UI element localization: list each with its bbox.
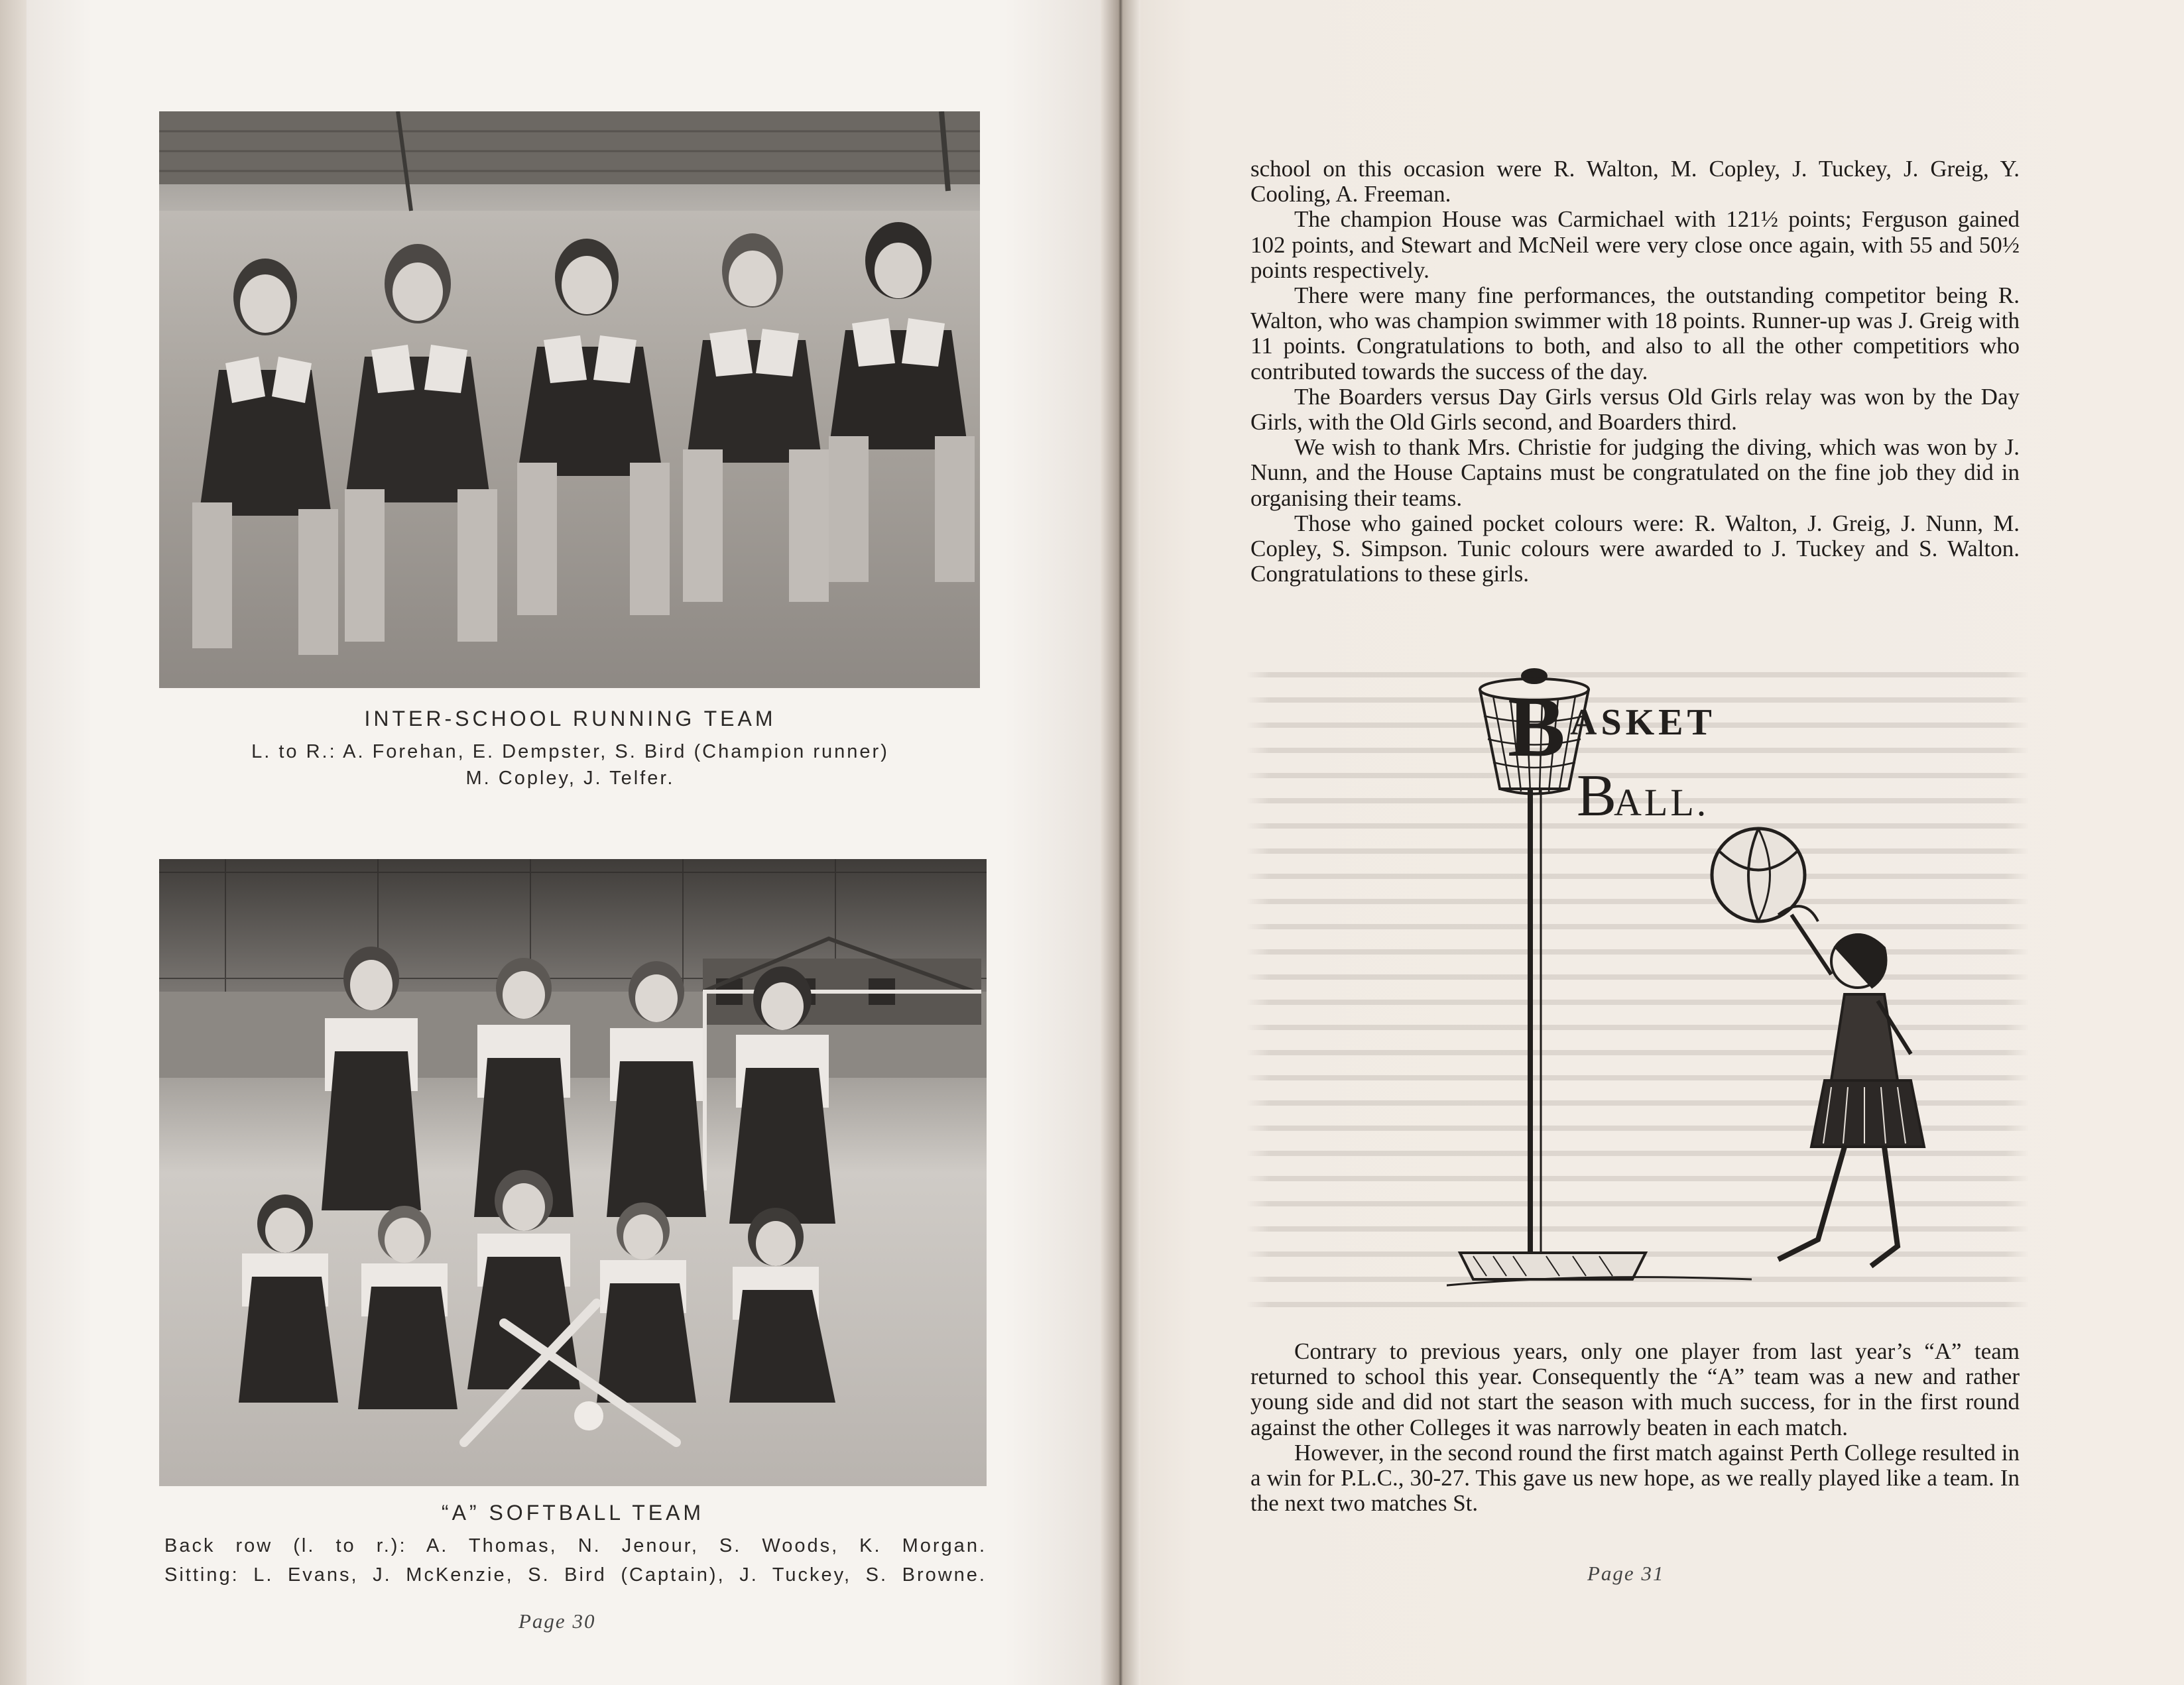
softball-team-caption-line2: Sitting: L. Evans, J. McKenzie, S. Bird (Captain), J. Tuckey, S. Browne. [164, 1564, 987, 1586]
paragraph: school on this occasion were R. Walton, M. Copley, J. Tuckey, J. Greig, Y. Cooling, A. Freeman. [1250, 156, 2020, 207]
illustration-initial-b1: B [1508, 679, 1565, 775]
left-page-edge [0, 0, 27, 1685]
book-gutter [1101, 0, 1140, 1685]
right-page-number: Page 31 [1587, 1562, 1665, 1585]
running-team-caption-title: INTER-SCHOOL RUNNING TEAM [364, 707, 776, 730]
softball-team-photo [159, 859, 987, 1486]
paragraph: We wish to thank Mrs. Christie for judging the diving, which was won by J. Nunn, and the House Captains must be congratulated on the fine job they did in organising their teams. [1250, 434, 2020, 511]
softball-team-caption-title: “A” SOFTBALL TEAM [441, 1501, 705, 1525]
paragraph: The Boarders versus Day Girls versus Old Girls relay was won by the Day Girls, with the Old Girls second, and Boarders third. [1250, 383, 2020, 436]
basketball-illustration [1447, 656, 1977, 1293]
left-page-number: Page 30 [518, 1609, 596, 1633]
illustration-title-word1: ASKET [1570, 702, 1716, 743]
running-team-photo [159, 111, 980, 688]
paragraph: The champion House was Carmichael with 121½ points; Ferguson gained 102 points, and Stewart and McNeil were very close once again, with 55 and 50½ points respectively. [1250, 206, 2020, 283]
running-team-caption-line2: M. Copley, J. Telfer. [465, 768, 675, 789]
paragraph: There were many fine performances, the outstanding competitor being R. Walton, who was champion swimmer with 18 points. Runner-up was J. Greig with 11 points. Congratulations to both, and also to all the other competitiors who contributed towards the success of the day. [1250, 282, 2020, 384]
paragraph: However, in the second round the first match against Perth College resulted in a win for P.L.C., 30-27. This gave us new hope, as we really played like a team. In the next two matches St. [1250, 1439, 2020, 1517]
running-team-caption-line1: L. to R.: A. Forehan, E. Dempster, S. Bird (Champion runner) [251, 741, 889, 762]
swimming-report-text [1250, 156, 2020, 587]
illustration-title-word2: ALL. [1614, 781, 1709, 824]
softball-team-caption-line1: Back row (l. to r.): A. Thomas, N. Jenour, S. Woods, K. Morgan. [164, 1535, 987, 1556]
illustration-initial-b2: B [1577, 763, 1617, 829]
basketball-report-text [1250, 1339, 2020, 1516]
paragraph: Contrary to previous years, only one player from last year’s “A” team returned to school this year. Consequently the “A” team was a new and rather young side and did not start the season with much success, for in the first round against the other Colleges it was narrowly beaten in each match. [1250, 1338, 2020, 1440]
paragraph: Those who gained pocket colours were: R. Walton, J. Greig, J. Nunn, M. Copley, S. Simpson. Tunic colours were awarded to J. Tuckey and S. Walton. Congratulations to these girls. [1250, 510, 2020, 587]
